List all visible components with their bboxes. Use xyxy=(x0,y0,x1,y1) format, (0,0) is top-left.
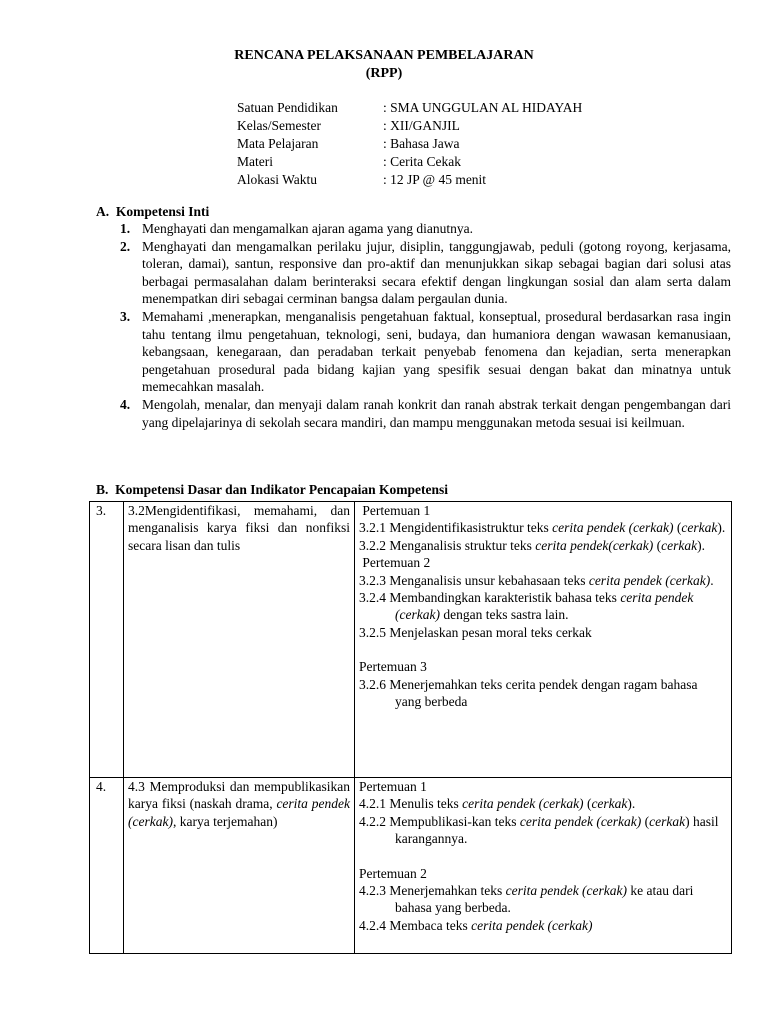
indicator-item: 3.2.2 Menganalisis struktur teks cerita pendek(cerkak) (cerkak). xyxy=(359,537,706,553)
section-a-heading: A. Kompetensi Inti xyxy=(96,204,210,219)
list-number: 3. xyxy=(120,308,131,324)
list-item xyxy=(120,396,731,431)
info-row xyxy=(237,135,582,153)
table-row xyxy=(90,502,732,778)
row-number: 4. xyxy=(90,778,124,954)
info-label: Alokasi Waktu xyxy=(237,172,318,187)
indicator-item: 3.2.5 Menjelaskan pesan moral teks cerkak xyxy=(359,624,592,640)
indicator-item: 4.2.2 Mempublikasi-kan teks cerita pendek (cerkak) (cerkak) hasil karangannya. xyxy=(359,813,719,847)
table-row xyxy=(90,778,732,954)
meeting-label: Pertemuan 1 xyxy=(359,503,431,518)
kd-cell: 4.3 Memproduksi dan mempublikasikan karya fiksi (naskah drama, cerita pendek (cerkak), karya terjemahan) xyxy=(124,778,355,954)
list-text: Menghayati dan mengamalkan perilaku jujur, disiplin, tanggungjawab, peduli (gotong royong, kerjasama, toleran, damai), santun, responsive dan pro-aktif dan menunjukkan sikap sebagai bagian dari solusi atas berbagai permasalahan dalam berinteraksi secara efektif dengan lingkungan sosial dan alam serta dalam menempatkan diri sebagai cerminan bangsa dalam pergaulan dunia. xyxy=(142,238,731,307)
list-text: Memahami ,menerapkan, menganalisis pengetahuan faktual, konseptual, prosedural berdasarkan rasa ingin tahu tentang ilmu pengetahuan, teknologi, seni, budaya, dan humaniora dengan wawasan kemanusiaan, kebangsaan, kenegaraan, dan peradaban terkait penyebab fenomena dan kejadian, serta menerapkan pengetahuan prosedural pada bidang kajian yang spesifik sesuai dengan bakat dan minatnya untuk memecahkan masalah. xyxy=(142,308,731,395)
meeting-label: Pertemuan 3 xyxy=(359,659,427,675)
list-text: Mengolah, menalar, dan menyaji dalam ranah konkrit dan ranah abstrak terkait dengan pengembangan dari yang dipelajarinya di sekolah secara mandiri, dan mampu menggunakan metoda sesuai isi keilmuan. xyxy=(142,396,731,430)
indicator-item: 3.2.1 Mengidentifikasistruktur teks cerita pendek (cerkak) (cerkak). xyxy=(359,520,726,536)
row-number: 3. xyxy=(90,502,124,778)
spacer xyxy=(359,848,727,865)
meeting-label: Pertemuan 2 xyxy=(359,555,431,571)
indicator-item: 4.2.4 Membaca teks cerita pendek (cerkak) xyxy=(359,917,593,933)
info-value: : Cerita Cekak xyxy=(383,154,461,169)
list-number: 4. xyxy=(120,396,131,412)
indicator-cell xyxy=(355,502,732,778)
info-row xyxy=(237,153,582,171)
info-row xyxy=(237,171,582,189)
identity-table xyxy=(237,99,582,189)
kd-cell: 3.2Mengidentifikasi, memahami, dan menganalisis karya fiksi dan nonfiksi secara lisan dan tulis xyxy=(124,502,355,778)
info-value: : Bahasa Jawa xyxy=(383,136,460,151)
info-label: Kelas/Semester xyxy=(237,118,321,133)
indicator-item: 3.2.3 Menganalisis unsur kebahasaan teks cerita pendek (cerkak). xyxy=(359,572,714,588)
info-row xyxy=(237,99,582,117)
section-b-heading: B. Kompetensi Dasar dan Indikator Pencapaian Kompetensi xyxy=(96,482,449,497)
list-item xyxy=(120,220,731,238)
info-row xyxy=(237,117,582,135)
kd-table xyxy=(89,501,732,954)
spacer xyxy=(359,641,727,658)
meeting-label: Pertemuan 2 xyxy=(359,865,427,881)
document-subtitle: (RPP) xyxy=(365,66,403,81)
info-label: Mata Pelajaran xyxy=(237,136,319,151)
info-value: : SMA UNGGULAN AL HIDAYAH xyxy=(383,100,583,115)
info-label: Materi xyxy=(237,154,273,169)
list-number: 1. xyxy=(120,221,131,236)
indicator-item: 4.2.1 Menulis teks cerita pendek (cerkak) (cerkak). xyxy=(359,796,636,812)
indicator-cell xyxy=(355,778,732,954)
indicator-item: 3.2.6 Menerjemahkan teks cerita pendek dengan ragam bahasa yang berbeda xyxy=(359,676,698,710)
list-number: 2. xyxy=(120,238,131,254)
list-item xyxy=(120,238,731,308)
kompetensi-inti-list xyxy=(120,220,731,431)
info-value: : XII/GANJIL xyxy=(383,118,460,133)
info-label: Satuan Pendidikan xyxy=(237,100,338,115)
document-title: RENCANA PELAKSANAAN PEMBELAJARAN xyxy=(234,48,534,63)
list-item xyxy=(120,308,731,396)
meeting-label: Pertemuan 1 xyxy=(359,779,427,794)
info-value: : 12 JP @ 45 menit xyxy=(383,172,487,187)
indicator-item: 3.2.4 Membandingkan karakteristik bahasa teks cerita pendek (cerkak) dengan teks sastra lain. xyxy=(359,590,694,623)
indicator-item: 4.2.3 Menerjemahkan teks cerita pendek (cerkak) ke atau dari bahasa yang berbeda. xyxy=(359,883,694,916)
list-text: Menghayati dan mengamalkan ajaran agama yang dianutnya. xyxy=(142,221,473,236)
